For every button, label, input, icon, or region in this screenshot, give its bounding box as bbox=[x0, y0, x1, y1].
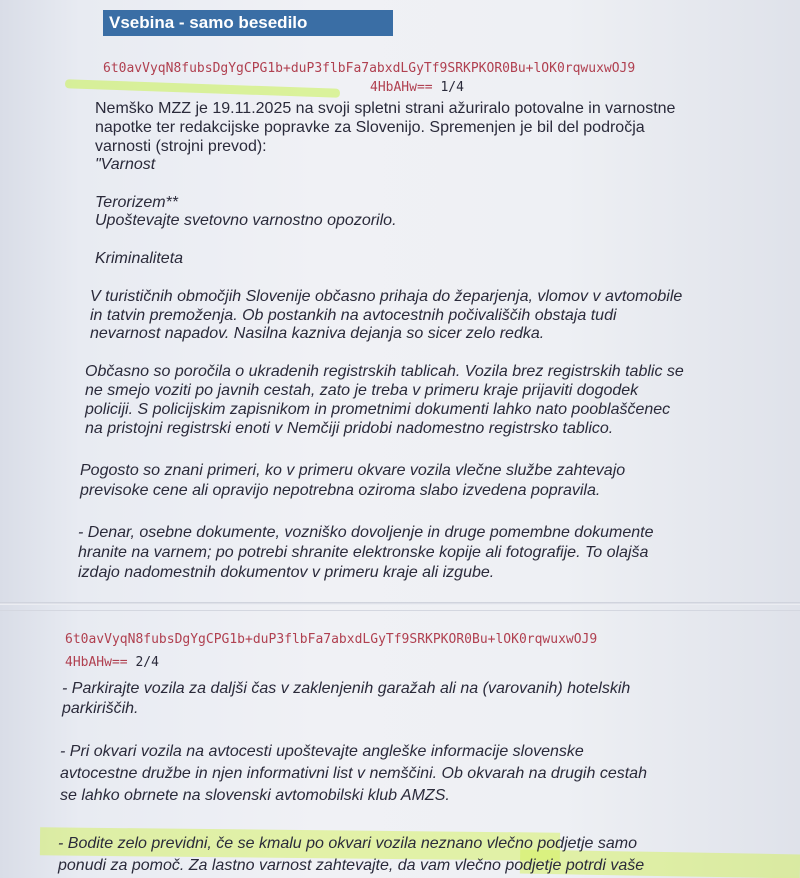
crime-p3-line-1: Pogosto so znani primeri, ko v primeru okvare vozila vlečne službe zahtevajo bbox=[80, 462, 626, 479]
paper-fold bbox=[0, 602, 800, 605]
crime-p4-line-1: - Denar, osebne dokumente, vozniško dovoljenje in druge pomembne dokumente bbox=[78, 524, 654, 541]
intro-line-1: Nemško MZZ je 19.11.2025 na svoji spletni strani ažuriralo potovalne in varnostne bbox=[95, 100, 676, 117]
crime-p1-line-2: in tatvin premoženja. Ob postankih na avtocestnih počivališčih obstaja tudi bbox=[90, 307, 617, 324]
paper-fold-line bbox=[0, 610, 800, 611]
p2-para2-line-2: avtocestne družbe in njen informativni list v nemščini. Ob okvarah na drugih cestah bbox=[60, 765, 647, 782]
crime-p2-line-4: na pristojni registrski enoti v Nemčiji pridobi nadomestno registrsko tablico. bbox=[85, 420, 614, 437]
intro-line-2: napotke ter redakcijske popravke za Slovenijo. Spremenjen je bil del področja bbox=[95, 119, 645, 136]
document-code-line-p2: 6t0avVyqN8fubsDgYgCPG1b+duP3flbFa7abxdLGyTf9SRKPKOR0Bu+lOK0rqwuxwOJ9 bbox=[65, 632, 598, 647]
p2-para3-line-2: ponudi za pomoč. Za lastno varnost zahtevajte, da vam vlečno podjetje potrdi vaše bbox=[58, 857, 645, 874]
crime-p2-line-3: policiji. S policijskim zapisnikom in prometnimi dokumenti lahko nato pooblaščenec bbox=[85, 401, 671, 418]
terror-text: Upoštevajte svetovno varnostno opozorilo. bbox=[95, 212, 397, 229]
page-number-p2: 2/4 bbox=[135, 655, 159, 670]
document-code-line-2 bbox=[370, 80, 464, 95]
crime-p1-line-1: V turističnih območjih Slovenije občasno prihaja do žeparjenja, vlomov v avtomobile bbox=[90, 288, 683, 305]
document-code-tail-p2: 4HbAHw== bbox=[65, 655, 128, 670]
crime-p3-line-2: previsoke cene ali opravijo nepotrebna oziroma slabo izvedena popravila. bbox=[80, 482, 601, 499]
intro-line-3: varnosti (strojni prevod): bbox=[95, 138, 267, 155]
p2-para1-line-1: - Parkirajte vozila za daljši čas v zaklenjenih garažah ali na (varovanih) hotelskih bbox=[62, 680, 631, 697]
crime-p1-line-3: nevarnost napadov. Nasilna kazniva dejanja so sicer zelo redka. bbox=[90, 325, 545, 342]
crime-p4-line-3: izdajo nadomestnih dokumentov v primeru kraje ali izgube. bbox=[78, 564, 495, 581]
document-code-line: 6t0avVyqN8fubsDgYgCPG1b+duP3flbFa7abxdLGyTf9SRKPKOR0Bu+lOK0rqwuxwOJ9 bbox=[103, 61, 636, 76]
intro-line-4: "Varnost bbox=[95, 156, 156, 173]
content-header: Vsebina - samo besedilo bbox=[103, 10, 393, 36]
p2-para1-line-2: parkiriščih. bbox=[62, 700, 139, 717]
page-number: 1/4 bbox=[440, 80, 464, 95]
p2-para3-line-1: - Bodite zelo previdni, če se kmalu po okvari vozila neznano vlečno podjetje samo bbox=[58, 835, 637, 852]
terror-heading: Terorizem** bbox=[95, 194, 178, 211]
crime-p2-line-1: Občasno so poročila o ukradenih registrskih tablicah. Vozila brez registrskih tablic se bbox=[85, 363, 684, 380]
crime-p4-line-2: hranite na varnem; po potrebi shranite elektronske kopije ali fotografije. To olajša bbox=[78, 544, 649, 561]
crime-p2-line-2: ne smejo voziti po javnih cestah, zato je treba v primeru kraje prijaviti dogodek bbox=[85, 382, 639, 399]
document-code-tail: 4HbAHw== bbox=[370, 80, 433, 95]
p2-para2-line-1: - Pri okvari vozila na avtocesti upoštevajte angleške informacije slovenske bbox=[60, 743, 584, 760]
p2-para2-line-3: se lahko obrnete na slovenski avtomobilski klub AMZS. bbox=[60, 787, 450, 804]
document-code-line-p2-2 bbox=[65, 655, 159, 670]
highlighter-mark bbox=[65, 79, 340, 98]
crime-heading: Kriminaliteta bbox=[95, 250, 184, 267]
